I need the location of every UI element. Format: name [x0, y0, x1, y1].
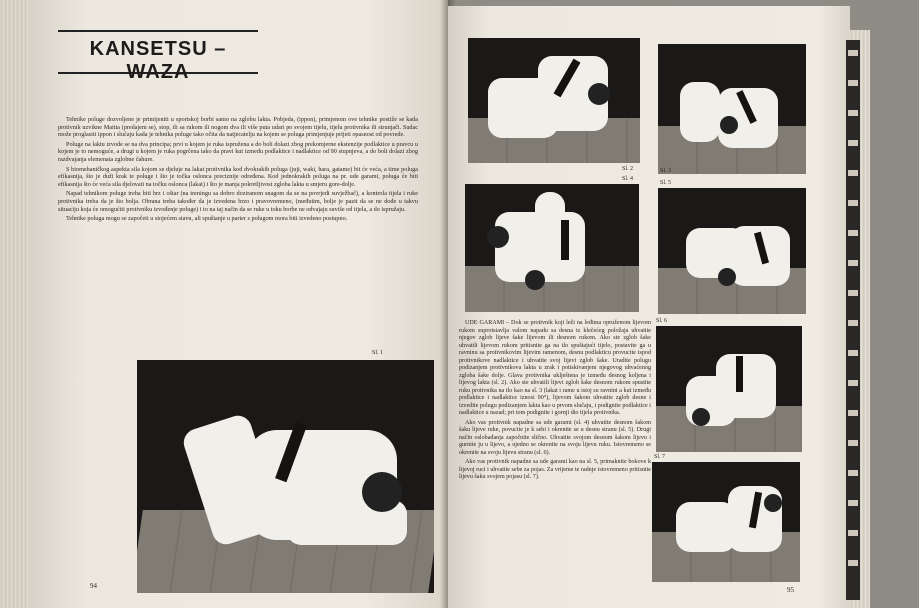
caption-sl-3: Sl. 3: [660, 168, 672, 174]
title-box: [58, 30, 258, 83]
paragraph: Poluge na laktu izvode se na dva principa; prvi u kojem je ruka ispružena a do boli dolazi zbog prekomjerne ekstenzije podlaktice u pravcu u kojem je to nemoguće, a drugi u kojem je ruka pogrčena tako da pravi kut između podlaktice i nadlaktice od 90 stupnjeva, a do boli dolazi zbog razdvajanja elemenata zglobne čahure.: [58, 140, 418, 163]
film-strip-edge: [846, 40, 860, 600]
paragraph: S biomehaničkog aspekta sila kojom se djeluje na lakat protivnika kod dvokrakih poluga (juji, waki, hara, gatame) bit će veća, a time poluga efikasnija, što je duži krak te poluge i što je točka oslonca preciznije određena. Kod jednokrakih poluga na pr. ude garami, poluga će biti efikasnija što će veća sila djelovati na točku oslonca (lakat) i što je manja pokretljivost zgloba lakta u smjeru gore-dolje.: [58, 165, 418, 188]
caption-sl-5: Sl. 5: [660, 180, 672, 186]
page-number-right: 95: [787, 586, 794, 594]
photo-sl-2: [468, 38, 640, 163]
page-title: KANSETSU – WAZA: [89, 38, 227, 83]
photo-sl-4: [465, 184, 639, 312]
photo-sl-6: [656, 326, 802, 452]
photo-caption: Sl. 1: [372, 350, 384, 356]
page-number-left: 94: [90, 582, 97, 590]
photo-sl-5: [658, 188, 806, 314]
photo-sl-7: [652, 462, 800, 582]
caption-sl-2: Sl. 2: [622, 166, 634, 172]
caption-sl-4: Sl. 4: [622, 176, 634, 182]
left-body-text: [58, 116, 418, 225]
caption-sl-7: Sl. 7: [654, 454, 666, 460]
paragraph: UDE GARAMI – Dok se protivnik koji leži na leđima opruženom lijevom rukom suprotstavlja valom napadu sa desna iz klečećeg položaja uhvatite njegov zglob lijeve šake lijevom ili desnom rukom. Ako ste zglob šake uhvatili lijevom rukom pritisnite ga na tlo spuštajući tijelo, postavite ga u ravninu sa protivnikovim lijevim ramenom, desnu podlakticu provucite ispod protivnikove nadlaktice i uhvatite svoj lijevi zglob šake. Uradite polugu podizanjem protivnikova lakta u zrak i potiskivanjem njegovog uhvaćenog zgloba šake dolje. Glava protivnika uklještena je između desnog koljena i lijevog lakta (sl. 2). Ako ste uhvatili lijevi zglob šake desnom rukom spustite ruku protivnika na tlo kao na sl. 3 (lakat i rame u istoj su ravnini a kut između podlaktice i nadlaktice iznosi 90°), lijevom šakom uhvatite zglob desne i izvedite polugu podizanjem lakta kao u prvom slučaju, i podignite podlaktice i nadlaktice u nazad; pri tom podignite i gornji dio tijela protivnika.: [459, 320, 651, 416]
paragraph: Ako vas protivnik napadne sa ude garami kao na sl. 5, primaknite bokove k lijevoj ruci i uhvatite sebe za pojas. Za vrijeme te radnje istovremeno pritisnite lijevu šaku svojem pojasu (sl. 7).: [459, 459, 651, 480]
page-edges-left: [0, 0, 30, 608]
photo-sl-1: [137, 360, 434, 593]
photo-sl-3: [658, 44, 806, 174]
paragraph: Tehnike poluga mogu se započeti u stojećem stavu, ali spuštanje u parter s polugom mora biti izvedeno postupno.: [66, 215, 348, 223]
paragraph: Napad tehnikom poluge treba biti brz i oštar (na treningu sa dobro doziranom snagom da se na povrjedi suvježbač), a kontrola tijela i ruke protivnika treba da je što bolja. Obrana treba također da je izvedena brzo i pravovremeno, (međutim, bolje je pazit da se ne dođe u takvu situaciju koja će omogućiti protivniku izvođenje poluge) i to na taj način da se ruke u toku borbe ne odvajaju suviše od tijela, a do ispružaju.: [58, 190, 418, 213]
paragraph: Ako vas protivnik napadne sa ude garami (sl. 4) uhvatite desnom šakom šaku lijeve ruke, povucite je k sebi i okrenite se u desnu stranu (sl. 5). Drugi način oslobađanja započnite slično. Uhvatite svojom desnom šakom lijevu i gurnite ju u lijevo, a ujedno se okrenite na svoju lijevu ruku. Istovremeno se okrenite na svoju lijevu stranu (sl. 6).: [459, 419, 651, 456]
caption-sl-6: Sl. 6: [656, 318, 668, 324]
paragraph: Tehnike poluge dozvoljene je primijeniti u sportskoj borbi samo na zglobu lakta. Pobjeda, (ippon), primjenom ove tehnike postiže se kada protivnik uzvikne Maitta (predajem se), stop, ili sa rukom ili nogom dva ili više puta udari po svojem tijelu, tijelu protivnika ili strunjači. Sudac može proglasiti ippon i slučaju kada je tehnika poluge tako očita da natjecatelju na kojem se poluga primjenjuje prijeti opasnost od povrede.: [58, 116, 418, 139]
right-body-text: [459, 320, 651, 484]
